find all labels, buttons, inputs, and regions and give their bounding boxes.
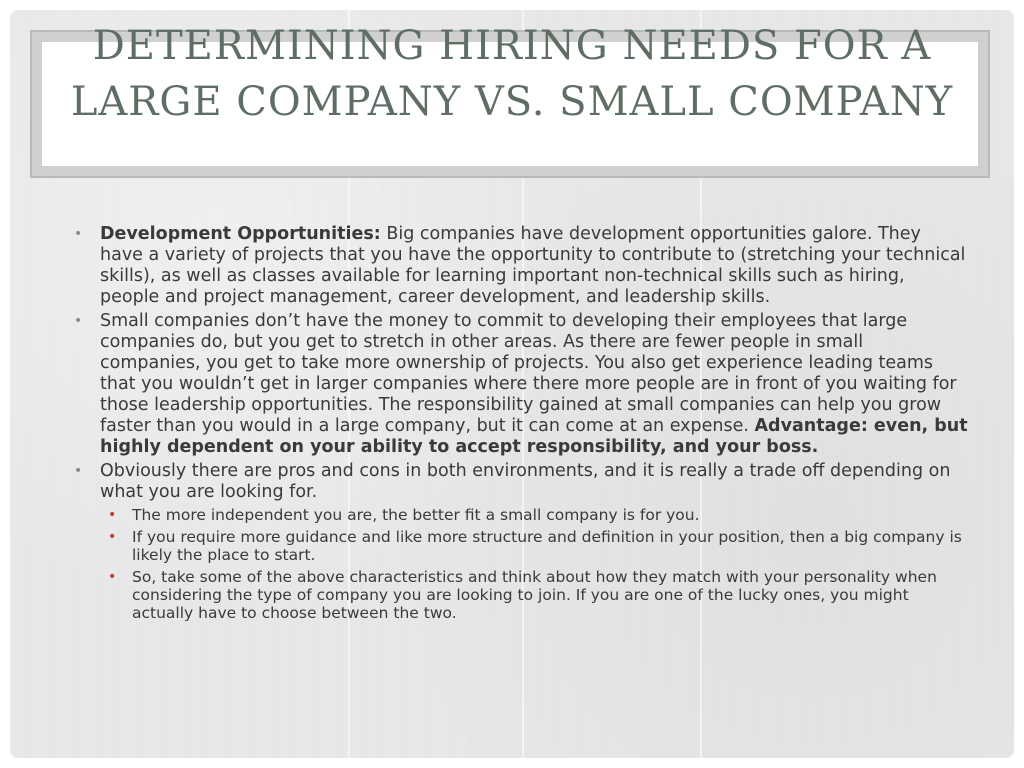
- bullet-item: [68, 224, 968, 308]
- sub-bullet-text: The more independent you are, the better fit a small company is for you.: [132, 506, 700, 524]
- sub-bullet-list: [100, 506, 968, 622]
- bullet-text: Small companies don’t have the money to commit to developing their employees that large companies do, but you get to stretch in other areas. As there are fewer people in small companies, you get to take more ownership of projects. You also get experience leading teams that you wouldn’t get in larger companies where there more people are in front of you waiting for those leadership opportunities. The responsibility gained at small companies can help you grow faster than you would in a large company, but it can come at an expense.: [100, 311, 957, 436]
- sub-bullet-dot-icon: •: [108, 569, 117, 585]
- bullet-dot-icon: •: [74, 463, 83, 479]
- sub-bullet-dot-icon: •: [108, 507, 117, 523]
- sub-bullet-item: [100, 528, 968, 564]
- slide-body: [68, 224, 968, 626]
- slide-title: DETERMINING HIRING NEEDS FOR A LARGE COMPANY VS. SMALL COMPANY: [70, 23, 954, 125]
- bullet-list: [68, 224, 968, 622]
- bullet-dot-icon: •: [74, 313, 83, 329]
- sub-bullet-dot-icon: •: [108, 529, 117, 545]
- bullet-item: [68, 311, 968, 458]
- sub-bullet-text: So, take some of the above characteristics and think about how they match with your personality when considering the type of company you are looking to join. If you are one of the lucky ones, you might actually have to choose between the two.: [132, 568, 937, 622]
- bullet-bold-label: Development Opportunities:: [100, 224, 381, 244]
- bullet-item: [68, 461, 968, 622]
- bullet-bold-conclusion: Advantage: even, but highly dependent on your ability to accept responsibility, and your boss.: [100, 416, 968, 457]
- sub-bullet-item: [100, 506, 968, 524]
- sub-bullet-item: [100, 568, 968, 622]
- sub-bullet-text: If you require more guidance and like more structure and definition in your position, then a big company is likely the place to start.: [132, 528, 962, 564]
- slide: [10, 10, 1014, 758]
- bullet-text: Obviously there are pros and cons in both environments, and it is really a trade off depending on what you are looking for.: [100, 461, 951, 502]
- bullet-dot-icon: •: [74, 226, 83, 242]
- bullet-text: Big companies have development opportunities galore. They have a variety of projects that you have the opportunity to contribute to (stretching your technical skills), as well as classes available for learning important non-technical skills such as hiring, people and project management, career development, and leadership skills.: [100, 224, 966, 307]
